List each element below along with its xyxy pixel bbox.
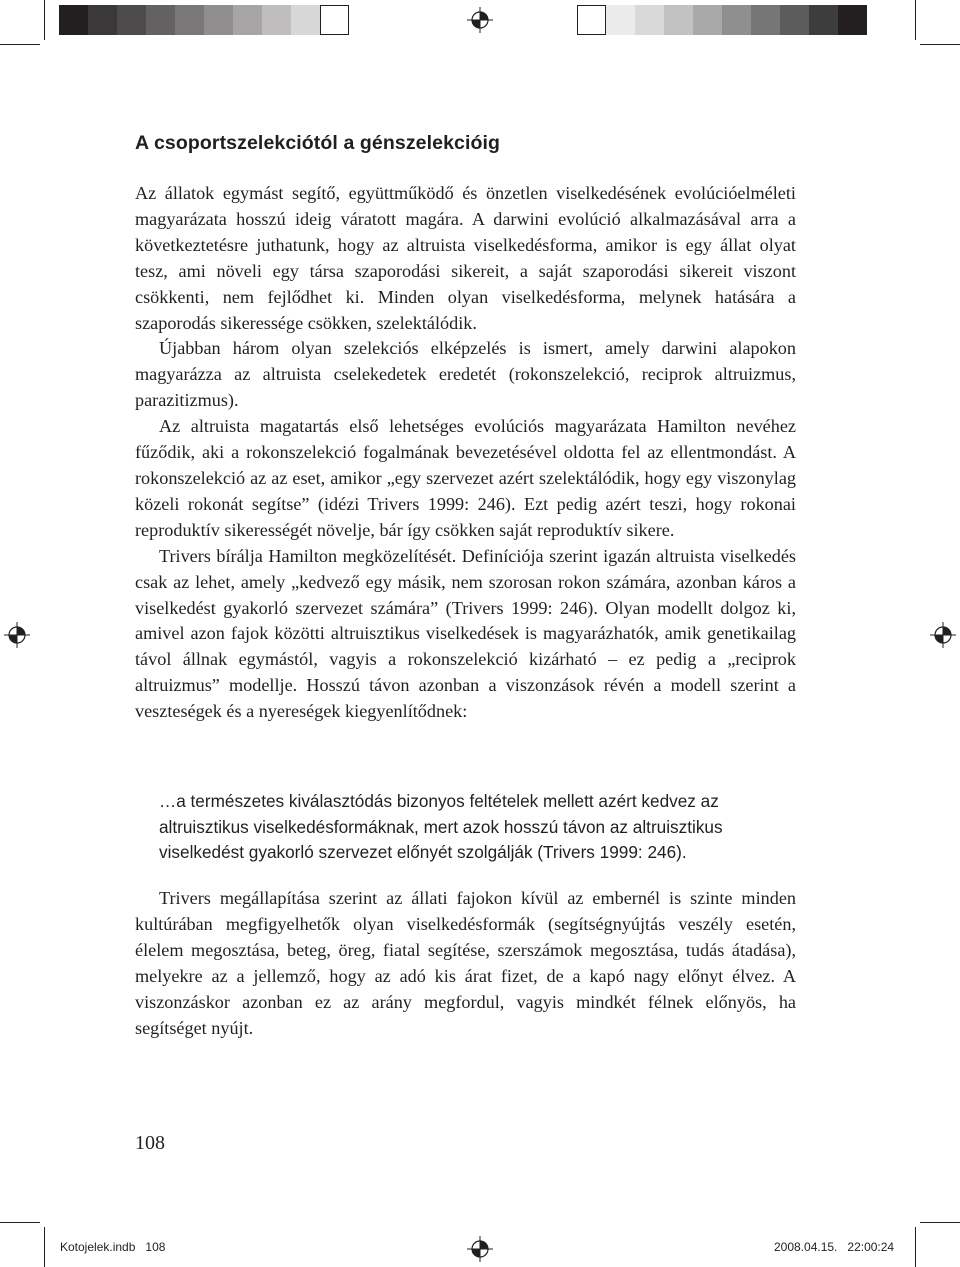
color-bar-right <box>577 5 867 35</box>
color-swatch <box>693 5 722 35</box>
slug-timestamp: 2008.04.15. 22:00:24 <box>774 1240 895 1254</box>
registration-mark-icon <box>930 622 956 648</box>
color-swatch <box>664 5 693 35</box>
crop-mark <box>920 1222 960 1223</box>
color-bar-left <box>59 5 349 35</box>
registration-mark-icon <box>467 7 493 33</box>
color-swatch <box>635 5 664 35</box>
paragraph: Trivers megállapítása szerint az állati fajokon kívül az embernél is szinte minden kultúrában megfigyelhetők olyan viselkedésformák (segítségnyújtás veszély esetén, élelem megosztása, beteg, öreg, fiatal segítése, szerszámok megosztása, tudás átadása), melyekre az a jellemző, hogy az adó kis árat fizet, de a kapó nagy előnyt élvez. A viszonzáskor azonban ez az arány megfordul, vagyis mindkét félnek előnyös, ha segítséget nyújt. <box>135 888 796 1038</box>
color-swatch <box>59 5 88 35</box>
crop-mark <box>920 44 960 45</box>
section-heading: A csoportszelekciótól a génszelekcióig <box>135 132 501 154</box>
paragraph: Az altruista magatartás első lehetséges evolúciós magyarázata Hamilton nevéhez fűződik, aki a rokonszelekció fogalmának bevezetésével oldotta fel az ellentmondást. A rokonszelekció az az eset, amikor „egy szervezet azért szelektálódik, hogy egy viszonylag közeli rokonát segítse” (idézi Trivers 1999: 246). Ezt pedig azért teszi, hogy rokonai reproduktív sikerességét növelje, bár így csökken saját reproduktív sikere. <box>135 416 796 540</box>
body-text-continued <box>135 886 796 1041</box>
color-swatch <box>233 5 262 35</box>
color-swatch <box>722 5 751 35</box>
paragraph: Újabban három olyan szelekciós elképzelés is ismert, amely darwini alapokon magyarázza az altruista cselekedetek eredetét (rokonszelekció, reciprok altruizmus, parazitizmus). <box>135 338 796 411</box>
registration-mark-icon <box>467 1236 493 1262</box>
registration-mark-icon <box>4 622 30 648</box>
color-swatch <box>117 5 146 35</box>
color-swatch <box>262 5 291 35</box>
color-swatch <box>175 5 204 35</box>
color-swatch <box>320 5 349 35</box>
crop-mark <box>0 1222 40 1223</box>
paragraph: Trivers bírálja Hamilton megközelítését. Definíciója szerint igazán altruista viselkedés csak az lehet, amely „kedvező egy másik, nem szorosan rokon számára, azonban káros a viselkedést gyakorló szervezet számára” (Trivers 1999: 246). Olyan modellt dolgoz ki, amivel azon fajok közötti altruisztikus viselkedések is magyarázhatók, amik genetikailag távol állnak egymástól, vagyis a rokonszelekció kizárható – ez pedig a „reciprok altruizmus” modellje. Hosszú távon azonban a viszonzások révén a modell szerint a veszteségek és a nyereségek kiegyenlítődnek: <box>135 545 796 722</box>
block-quote: …a természetes kiválasztódás bizonyos feltételek mellett azért kedvez az altruisztikus viselkedésformáknak, mert azok hosszú távon az altruisztikus viselkedést gyakorló szervezet előnyét szolgálják (Trivers 1999: 246). <box>159 791 723 863</box>
color-swatch <box>577 5 606 35</box>
color-swatch <box>838 5 867 35</box>
paragraph: Az állatok egymást segítő, együttműködő és önzetlen viselkedésének evolúcióelméleti magyarázata hosszú ideig váratott magára. A darwini evolúció alkalmazásával arra a következtetésre juthatunk, hogy az altruista viselkedésforma, amikor is egy állat olyat tesz, ami növeli egy társa szaporodási sikereit, a saját szaporodási sikereit viszont csökkenti, nem fejlődhet ki. Minden olyan viselkedésforma, melynek hatására a szaporodás sikeressége csökken, szelektálódik. <box>135 183 796 333</box>
color-swatch <box>204 5 233 35</box>
body-text <box>135 181 796 725</box>
crop-mark <box>915 1227 916 1267</box>
color-swatch <box>291 5 320 35</box>
color-swatch <box>809 5 838 35</box>
slug-filename: Kotojelek.indb 108 <box>60 1240 166 1254</box>
color-swatch <box>606 5 635 35</box>
color-swatch <box>751 5 780 35</box>
crop-mark <box>0 44 40 45</box>
crop-mark <box>44 0 45 40</box>
color-swatch <box>146 5 175 35</box>
color-swatch <box>88 5 117 35</box>
crop-mark <box>915 0 916 40</box>
page-number: 108 <box>135 1132 165 1154</box>
color-swatch <box>780 5 809 35</box>
crop-mark <box>44 1227 45 1267</box>
